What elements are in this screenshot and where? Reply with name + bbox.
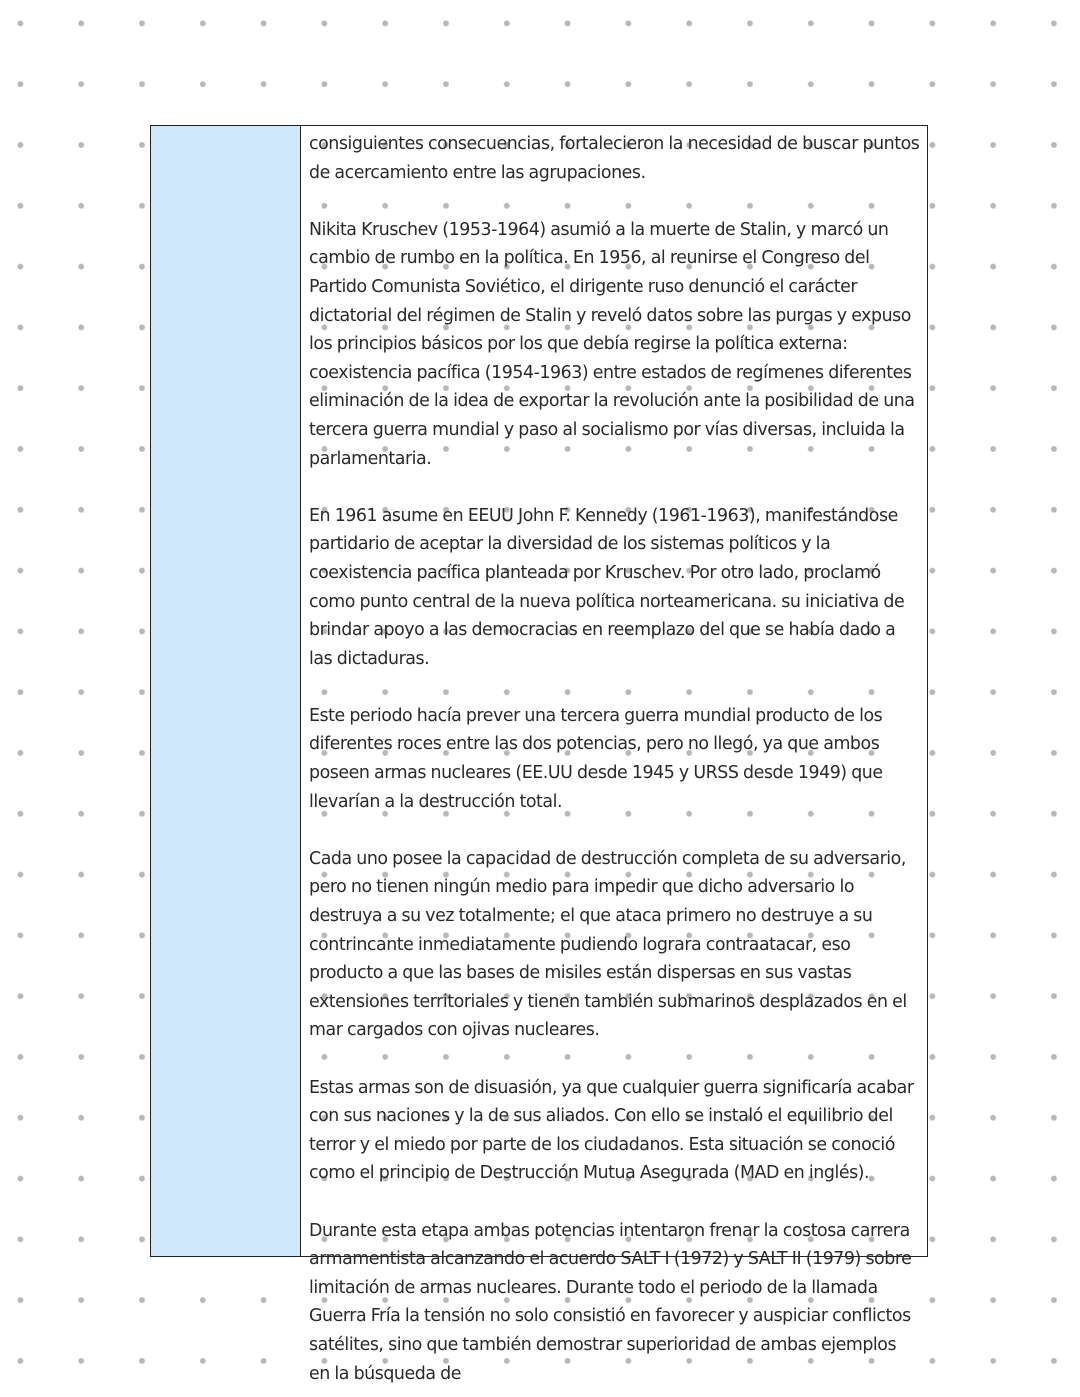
paragraph-2: Nikita Kruschev (1953-1964) asumió a la muerte de Stalin, y marcó un cambio de rumbo en la política. En 1956, al reunirse el Congreso del Partido Comunista Soviético, el dirigente ruso denunció el carácter dictatorial del régimen de Stalin y reveló datos sobre las purgas y expuso los principios básicos por los que debía regirse la política externa: coexistencia pacífica (1954-1963) entre estados de regímenes diferentes eliminación de la idea de exportar la revolución ante la posibilidad de una tercera guerra mundial y paso al socialismo por vías diversas, incluida la parlamentaria. [309,219,915,469]
paragraph-7: Durante esta etapa ambas potencias intentaron frenar la costosa carrera armamentista alcanzando el acuerdo SALT I (1972) y SALT II (1979) sobre limitación de armas nucleares. Durante todo el periodo de la llamada Guerra Fría la tensión no solo consistió en favorecer y auspiciar conflictos satélites, sino que también demostrar superioridad de ambas ejemplos en la búsqueda de [309,1220,912,1384]
paragraph-4: Este periodo hacía prever una tercera guerra mundial producto de los diferentes roces entre las dos potencias, pero no llegó, ya que ambos poseen armas nucleares (EE.UU desde 1945 y URSS desde 1949) que llevarían a la destrucción total. [309,705,883,812]
paragraph-6: Estas armas son de disuasión, ya que cualquier guerra significaría acabar con sus naciones y la de sus aliados. Con ello se instaló el equilibrio del terror y el miedo por parte de los ciudadanos. Esta situación se conoció como el principio de Destrucción Mutua Asegurada (MAD en inglés). [309,1077,914,1184]
paragraph-5: Cada uno posee la capacidad de destrucción completa de su adversario, pero no tienen ningún medio para impedir que dicho adversario lo destruya a su vez totalmente; el que ataca primero no destruye a su contrincante inmediatamente pudiendo lograra contraatacar, eso producto a que las bases de misiles están dispersas en sus vastas extensiones territoriales y tienen también submarinos desplazados en el mar cargados con ojivas nucleares. [309,848,907,1041]
text-column [301,126,927,1384]
paragraph-1: consiguientes consecuencias, fortalecieron la necesidad de buscar puntos de acercamiento entre las agrupaciones. [309,134,920,183]
paragraph-3: En 1961 asume en EEUU John F. Kennedy (1961-1963), manifestándose partidario de aceptar la diversidad de los sistemas políticos y la coexistencia pacífica planteada por Kruschev. Por otro lado, proclamó como punto central de la nueva política norteamericana. su iniciativa de brindar apoyo a las democracias en reemplazo del que se había dado a las dictaduras. [309,505,905,669]
notes-table [150,125,928,1384]
highlight-column [151,126,301,1256]
